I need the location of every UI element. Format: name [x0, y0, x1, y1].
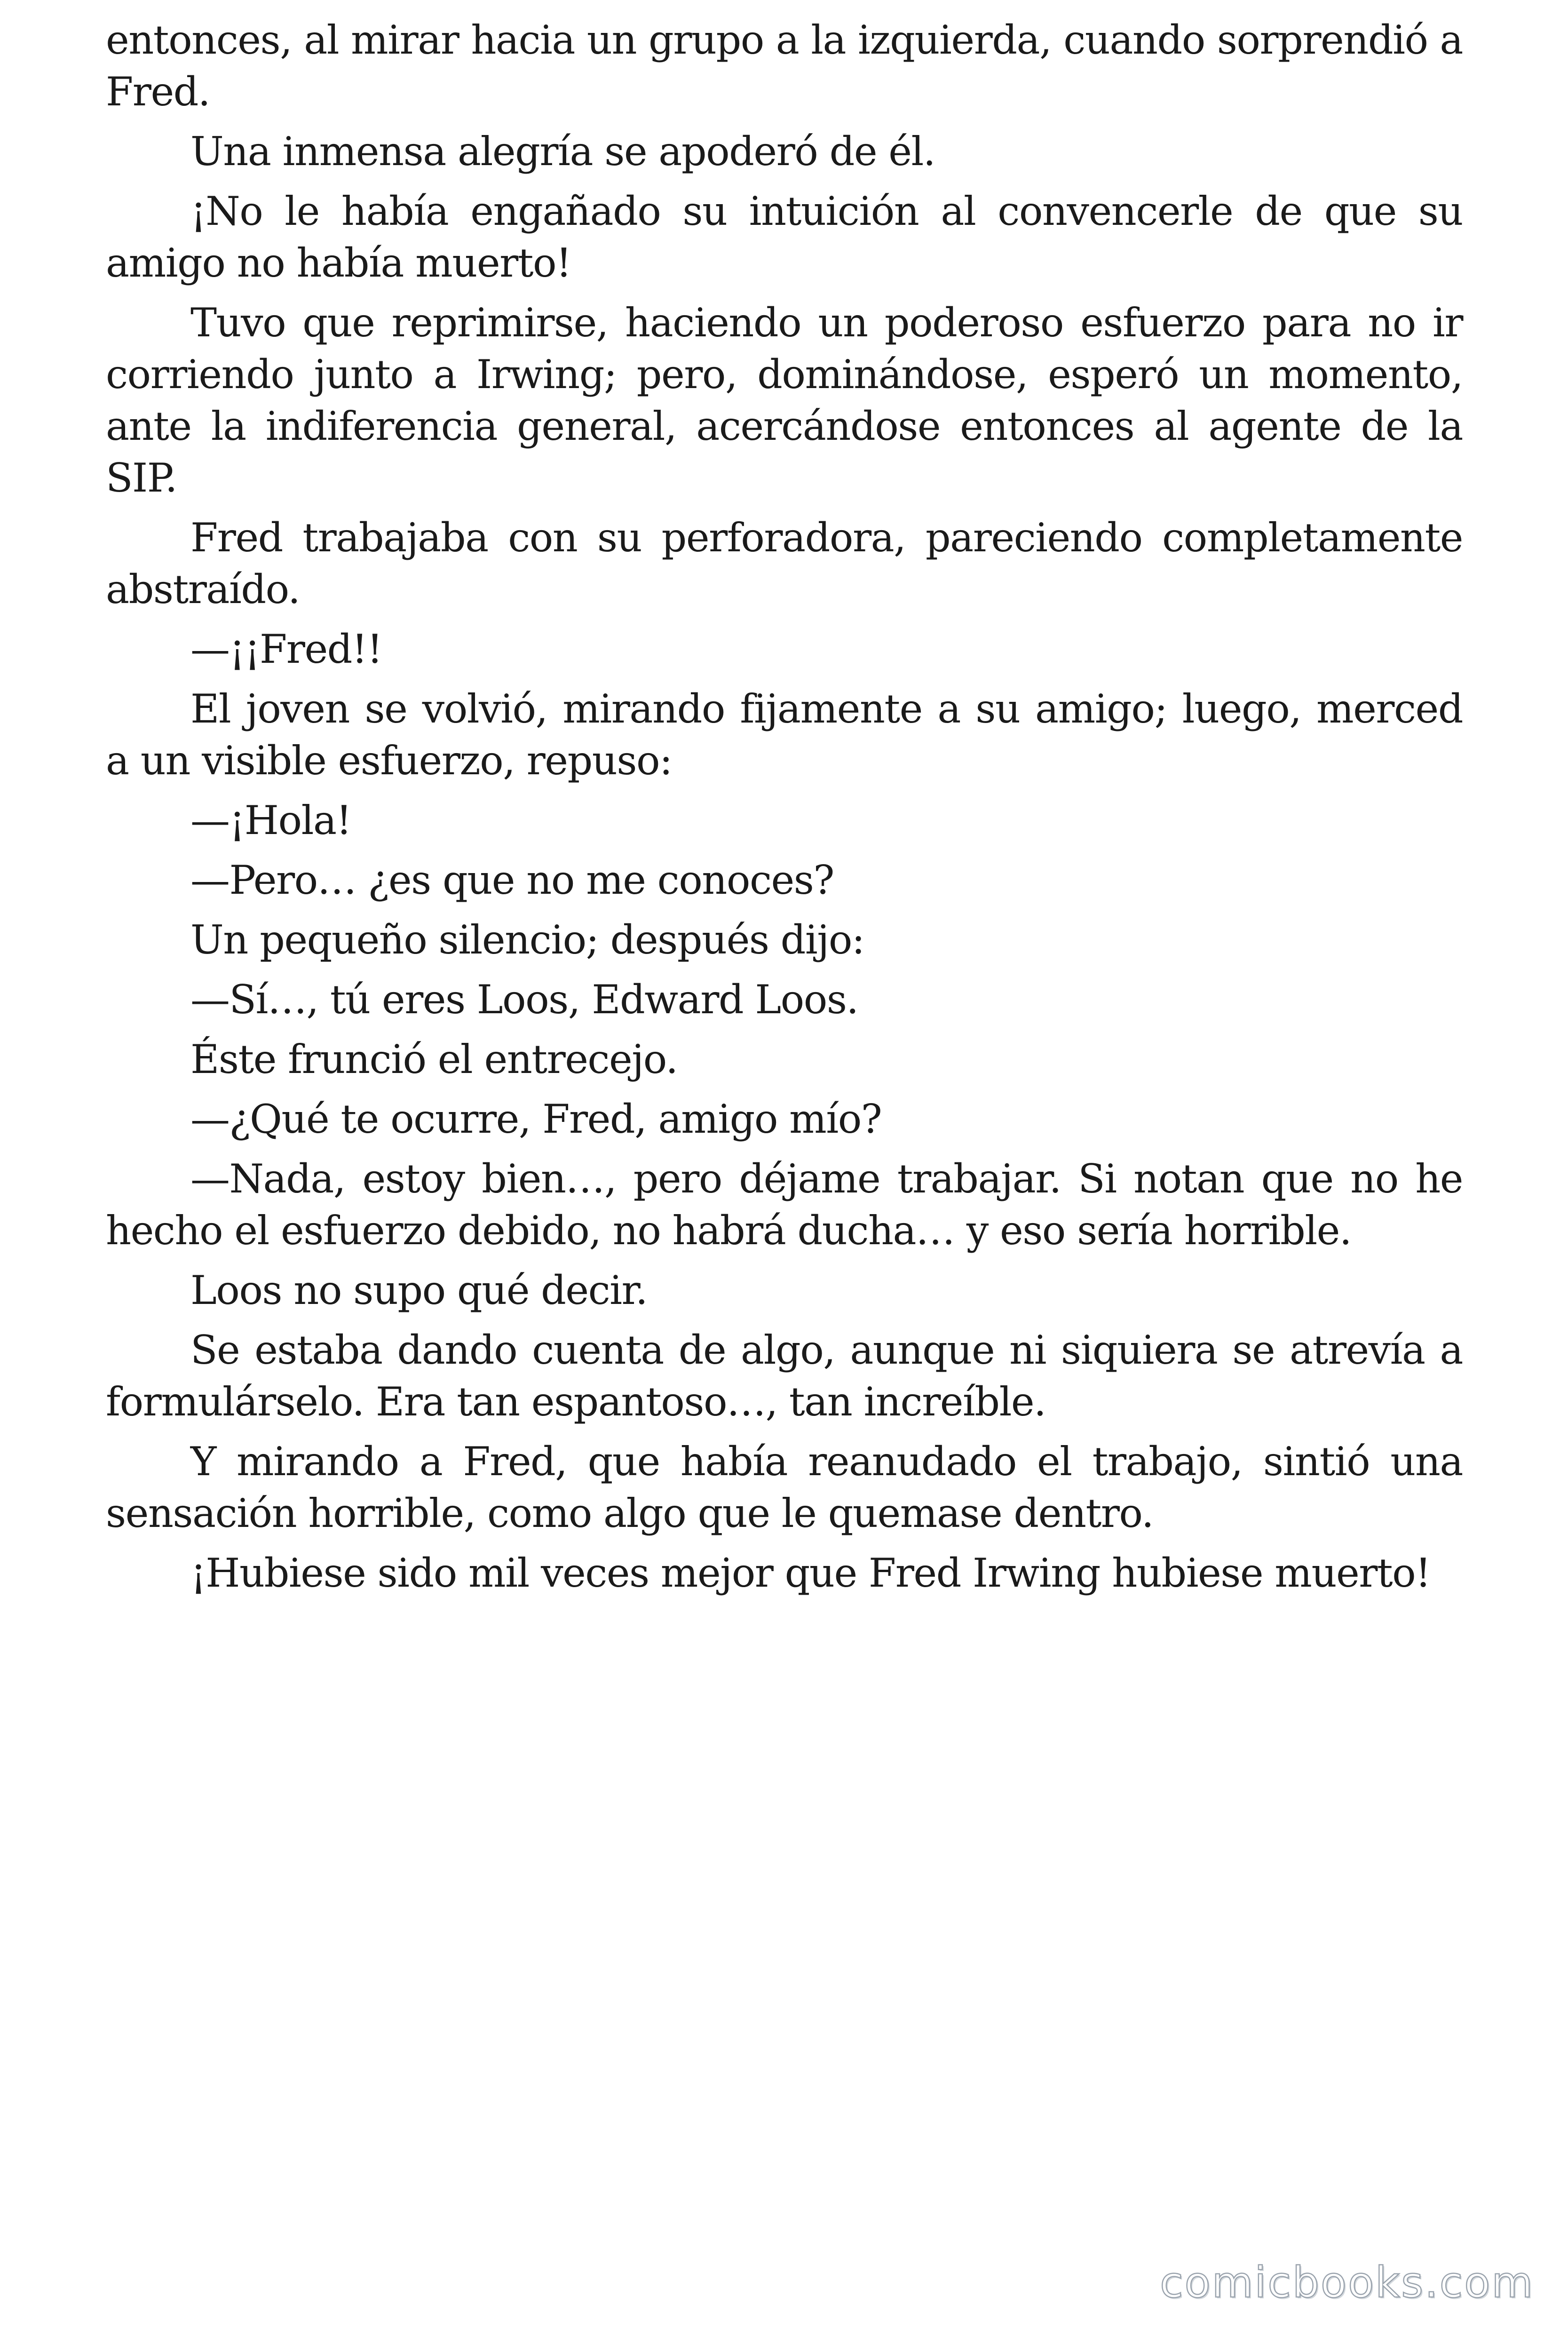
paragraph: Éste frunció el entrecejo. — [190, 1036, 678, 1082]
dialogue-line: —¡Hola! — [190, 797, 351, 843]
dialogue-line: —Pero… ¿es que no me conoces? — [190, 857, 834, 903]
dialogue-line: —¿Qué te ocurre, Fred, amigo mío? — [190, 1096, 882, 1142]
body-text — [106, 14, 1463, 1607]
paragraph: Loos no supo qué decir. — [190, 1267, 648, 1313]
paragraph: Fred trabajaba con su perforadora, pareciendo completamente abstraído. — [106, 515, 1463, 612]
paragraph: Una inmensa alegría se apoderó de él. — [190, 128, 935, 175]
paragraph: ¡Hubiese sido mil veces mejor que Fred Irwing hubiese muerto! — [190, 1550, 1431, 1596]
paragraph: Se estaba dando cuenta de algo, aunque ni siquiera se atrevía a formulárselo. Era tan espantoso…, tan increíble. — [106, 1327, 1463, 1425]
dialogue-line: —Nada, estoy bien…, pero déjame trabajar. Si notan que no he hecho el esfuerzo debido, no habrá ducha… y eso sería horrible. — [106, 1156, 1463, 1254]
paragraph: El joven se volvió, mirando fijamente a su amigo; luego, merced a un visible esfuerzo, repuso: — [106, 686, 1463, 784]
dialogue-line: —¡¡Fred!! — [190, 626, 382, 672]
paragraph-continuation: entonces, al mirar hacia un grupo a la izquierda, cuando sorprendió a Fred. — [106, 17, 1463, 115]
paragraph: Un pequeño silencio; después dijo: — [190, 917, 864, 963]
site-watermark: comicbooks.com — [1160, 2258, 1534, 2307]
paragraph: Tuvo que reprimirse, haciendo un poderoso esfuerzo para no ir corriendo junto a Irwing; pero, dominándose, esperó un momento, ante la indiferencia general, acercándose entonces al agente de la SIP. — [106, 300, 1463, 501]
dialogue-line: —Sí…, tú eres Loos, Edward Loos. — [190, 977, 858, 1023]
paragraph: ¡No le había engañado su intuición al convencerle de que su amigo no había muerto! — [106, 188, 1463, 286]
paragraph: Y mirando a Fred, que había reanudado el trabajo, sintió una sensación horrible, como algo que le quemase dentro. — [106, 1438, 1463, 1536]
